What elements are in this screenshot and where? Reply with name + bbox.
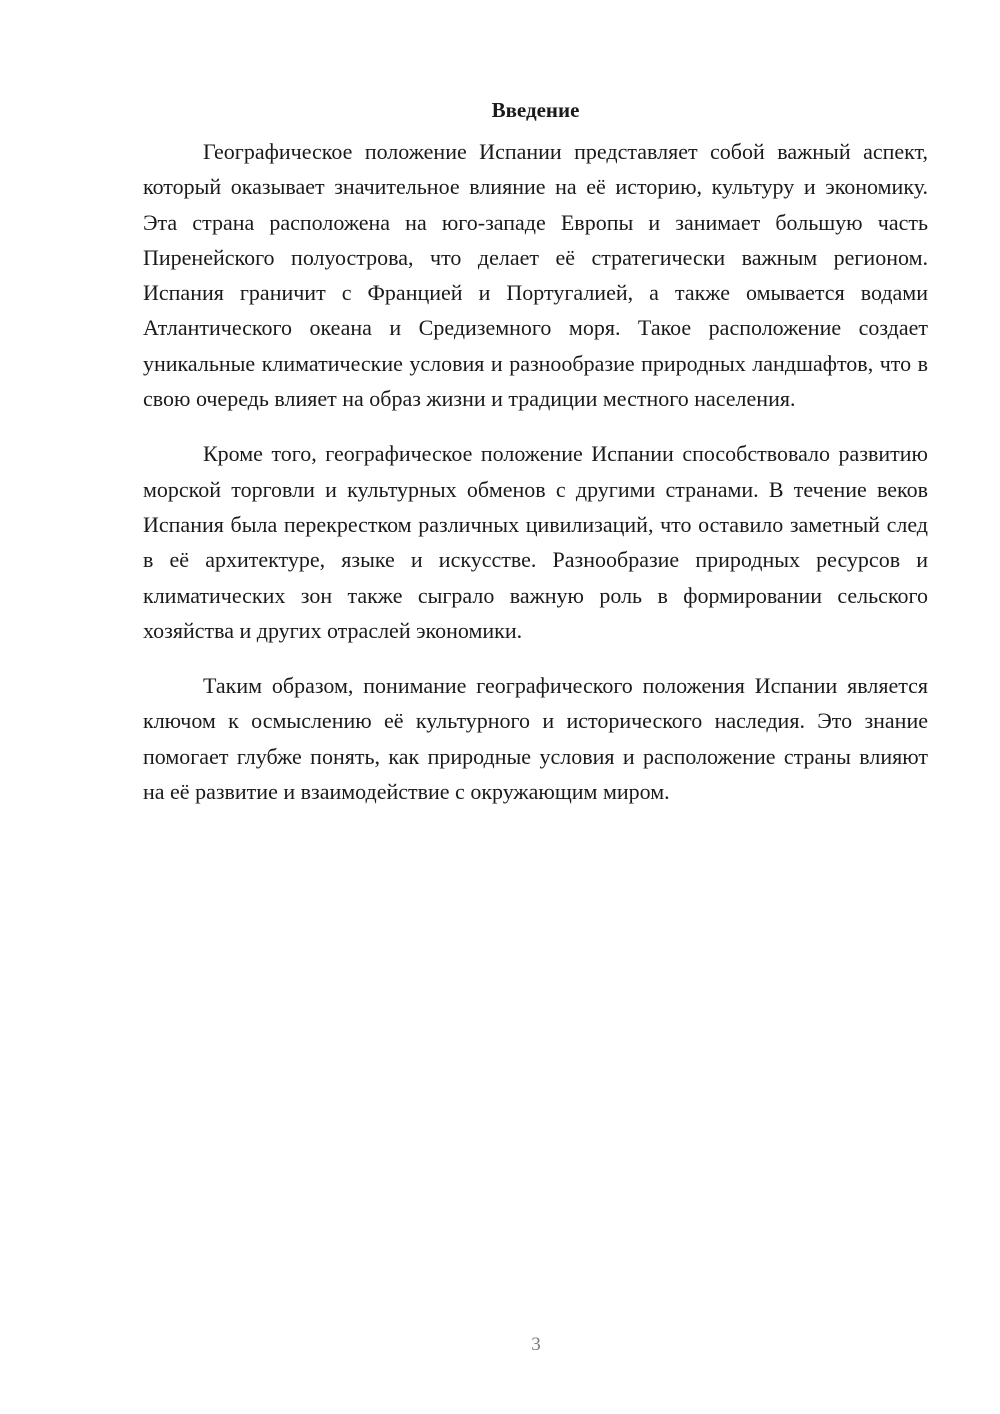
page-content [143,93,928,829]
paragraph-1: Географическое положение Испании представляет собой важный аспект, который оказывает значительное влияние на её историю, культуру и экономику. Эта страна расположена на юго-западе Европы и занимает большую часть Пиренейского полуострова, что делает её стратегически важным регионом. Испания граничит с Францией и Португалией, а также омывается водами Атлантического океана и Средиземного моря. Такое расположение создает уникальные климатические условия и разнообразие природных ландшафтов, что в свою очередь влияет на образ жизни и традиции местного населения. [143,139,928,412]
paragraph-2: Кроме того, географическое положение Испании способствовало развитию морской торговли и культурных обменов с другими странами. В течение веков Испания была перекрестком различных цивилизаций, что оставило заметный след в её архитектуре, языке и искусстве. Разнообразие природных ресурсов и климатических зон также сыграло важную роль в формировании сельского хозяйства и других отраслей экономики. [143,441,928,643]
section-heading: Введение [491,98,580,122]
paragraph-3: Таким образом, понимание географического положения Испании является ключом к осмыслению её культурного и исторического наследия. Это знание помогает глубже понять, как природные условия и расположение страны влияют на её развитие и взаимодействие с окружающим миром. [143,673,928,805]
page-number: 3 [531,1334,541,1355]
